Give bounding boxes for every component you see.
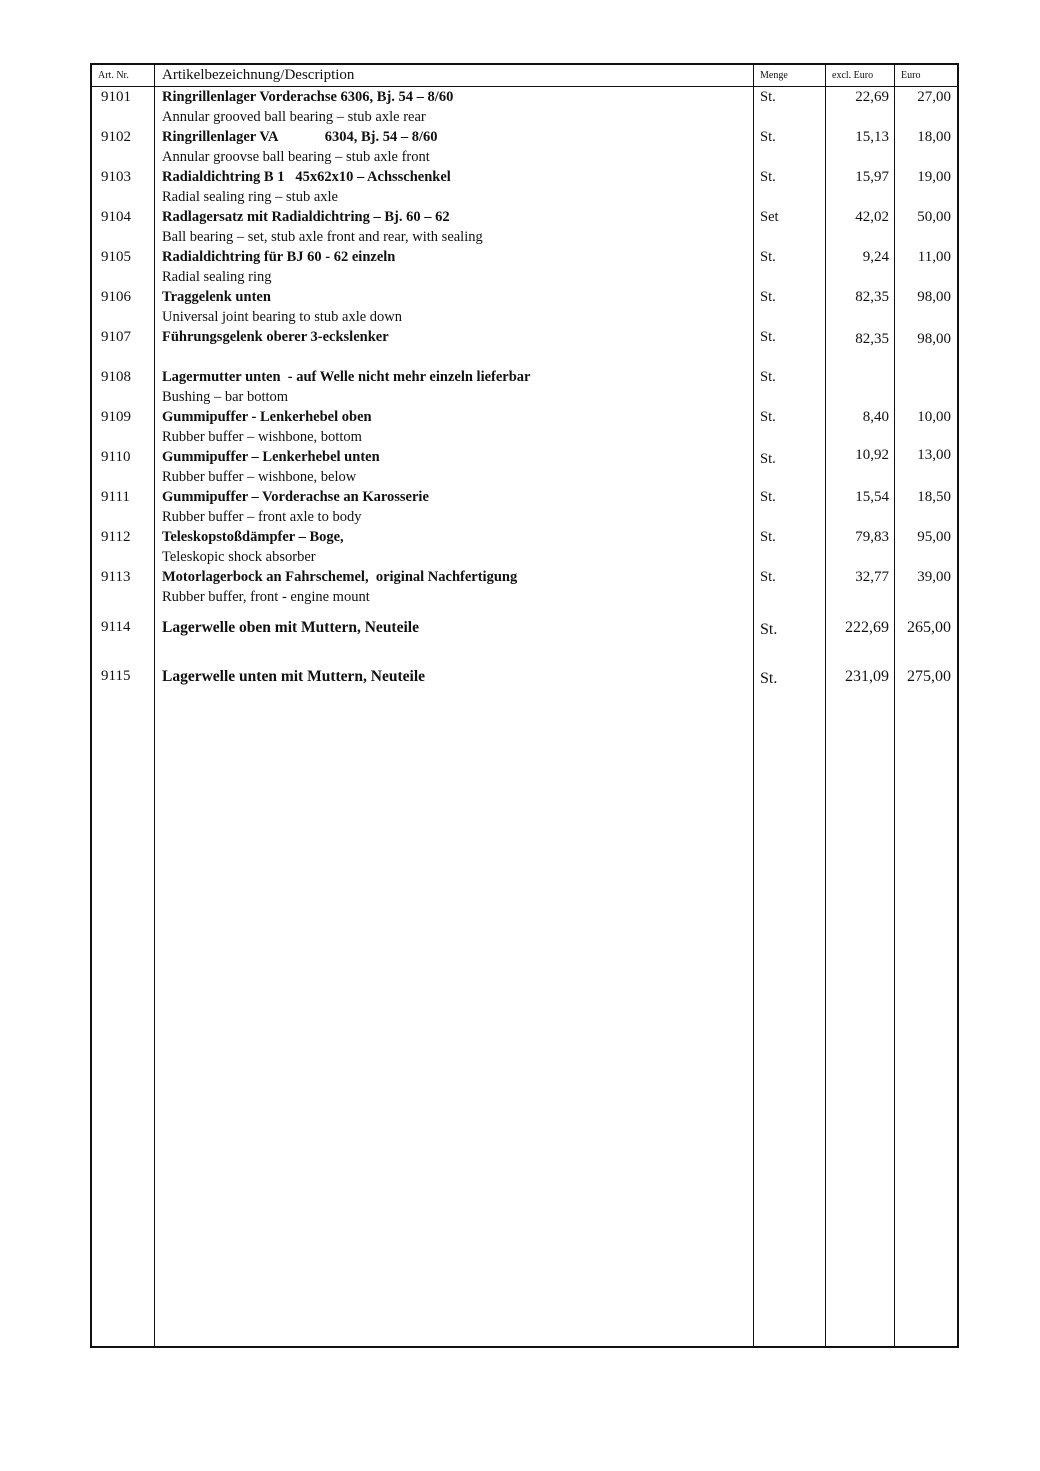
header-euro: Euro [901, 70, 921, 81]
column-divider [825, 65, 826, 1346]
article-number: 9110 [101, 449, 131, 465]
article-name: Gummipuffer - Lenkerhebel oben [162, 409, 372, 425]
quantity-unit: St. [760, 670, 778, 687]
article-name: Führungsgelenk oberer 3-eckslenker [162, 329, 389, 345]
price-excl: 82,35 [855, 289, 889, 305]
article-description: Radial sealing ring – stub axle [162, 189, 338, 205]
price-excl: 10,92 [855, 447, 889, 463]
article-description: Bushing – bar bottom [162, 389, 289, 405]
article-number: 9112 [101, 529, 131, 545]
price-euro: 18,00 [917, 129, 951, 145]
article-name: Radlagersatz mit Radialdichtring – Bj. 60 – 62 [162, 209, 450, 225]
article-number: 9102 [101, 129, 131, 145]
price-excl: 32,77 [855, 569, 889, 585]
quantity-unit: St. [760, 621, 778, 638]
header-description: Artikelbezeichnung/Description [162, 67, 355, 83]
article-description: Radial sealing ring [162, 269, 272, 285]
article-number: 9109 [101, 409, 131, 425]
price-euro: 39,00 [917, 569, 951, 585]
article-description: Rubber buffer – front axle to body [162, 509, 362, 525]
header-excl-euro: excl. Euro [832, 70, 874, 81]
quantity-unit: St. [760, 249, 776, 265]
price-excl: 79,83 [855, 529, 889, 545]
article-number: 9104 [101, 209, 131, 225]
article-description: Annular grooved ball bearing – stub axle rear [162, 109, 426, 125]
column-divider [154, 65, 155, 1346]
header-divider [92, 86, 957, 87]
price-list-table [90, 63, 959, 1348]
price-euro: 98,00 [917, 289, 951, 305]
quantity-unit: St. [760, 451, 776, 467]
article-number: 9115 [101, 668, 131, 684]
quantity-unit: St. [760, 409, 776, 425]
article-description: Teleskopic shock absorber [162, 549, 316, 565]
quantity-unit: St. [760, 329, 776, 345]
price-excl: 82,35 [855, 331, 889, 347]
header-menge: Menge [760, 70, 788, 81]
price-excl: 22,69 [855, 89, 889, 105]
article-name: Lagermutter unten - auf Welle nicht mehr einzeln lieferbar [162, 369, 531, 385]
price-euro: 13,00 [917, 447, 951, 463]
price-euro: 95,00 [917, 529, 951, 545]
quantity-unit: St. [760, 289, 776, 305]
quantity-unit: St. [760, 169, 776, 185]
article-number: 9106 [101, 289, 131, 305]
article-name: Lagerwelle oben mit Muttern, Neuteile [162, 619, 419, 636]
article-name: Ringrillenlager Vorderachse 6306, Bj. 54 – 8/60 [162, 89, 454, 105]
price-excl: 15,97 [855, 169, 889, 185]
price-euro: 19,00 [917, 169, 951, 185]
price-euro: 11,00 [917, 249, 951, 265]
article-name: Ringrillenlager VA 6304, Bj. 54 – 8/60 [162, 129, 438, 145]
article-name: Lagerwelle unten mit Muttern, Neuteile [162, 668, 426, 685]
article-number: 9103 [101, 169, 131, 185]
price-excl: 8,40 [862, 409, 889, 425]
article-description: Universal joint bearing to stub axle down [162, 309, 403, 325]
price-euro: 50,00 [917, 209, 951, 225]
price-excl: 42,02 [855, 209, 889, 225]
quantity-unit: St. [760, 369, 776, 385]
article-number: 9111 [101, 489, 130, 505]
price-euro: 18,50 [917, 489, 951, 505]
price-excl: 9,24 [862, 249, 889, 265]
article-name: Teleskopstoßdämpfer – Boge, [162, 529, 344, 545]
article-description: Rubber buffer – wishbone, bottom [162, 429, 362, 445]
article-name: Gummipuffer – Vorderachse an Karosserie [162, 489, 429, 505]
price-euro: 275,00 [907, 668, 951, 685]
quantity-unit: Set [760, 209, 779, 225]
price-euro: 10,00 [917, 409, 951, 425]
article-name: Motorlagerbock an Fahrschemel, original Nachfertigung [162, 569, 518, 585]
price-excl: 15,13 [855, 129, 889, 145]
price-euro: 265,00 [907, 619, 951, 636]
quantity-unit: St. [760, 89, 776, 105]
article-description: Rubber buffer – wishbone, below [162, 469, 357, 485]
article-name: Traggelenk unten [162, 289, 271, 305]
quantity-unit: St. [760, 529, 776, 545]
article-number: 9113 [101, 569, 131, 585]
header-art-nr: Art. Nr. [98, 70, 129, 81]
quantity-unit: St. [760, 569, 776, 585]
price-excl: 222,69 [845, 619, 889, 636]
quantity-unit: St. [760, 129, 776, 145]
column-divider [894, 65, 895, 1346]
article-description: Ball bearing – set, stub axle front and rear, with sealing [162, 229, 483, 245]
price-euro: 98,00 [917, 331, 951, 347]
article-name: Gummipuffer – Lenkerhebel unten [162, 449, 380, 465]
price-excl: 231,09 [845, 668, 889, 685]
quantity-unit: St. [760, 489, 776, 505]
price-excl: 15,54 [855, 489, 889, 505]
article-description: Rubber buffer, front - engine mount [162, 589, 370, 605]
article-name: Radialdichtring B 1 45x62x10 – Achsschenkel [162, 169, 451, 185]
article-number: 9108 [101, 369, 131, 385]
article-number: 9101 [101, 89, 131, 105]
price-euro: 27,00 [917, 89, 951, 105]
article-description: Annular groovse ball bearing – stub axle front [162, 149, 430, 165]
column-divider [753, 65, 754, 1346]
article-number: 9105 [101, 249, 131, 265]
article-name: Radialdichtring für BJ 60 - 62 einzeln [162, 249, 396, 265]
article-number: 9114 [101, 619, 131, 635]
article-number: 9107 [101, 329, 131, 345]
